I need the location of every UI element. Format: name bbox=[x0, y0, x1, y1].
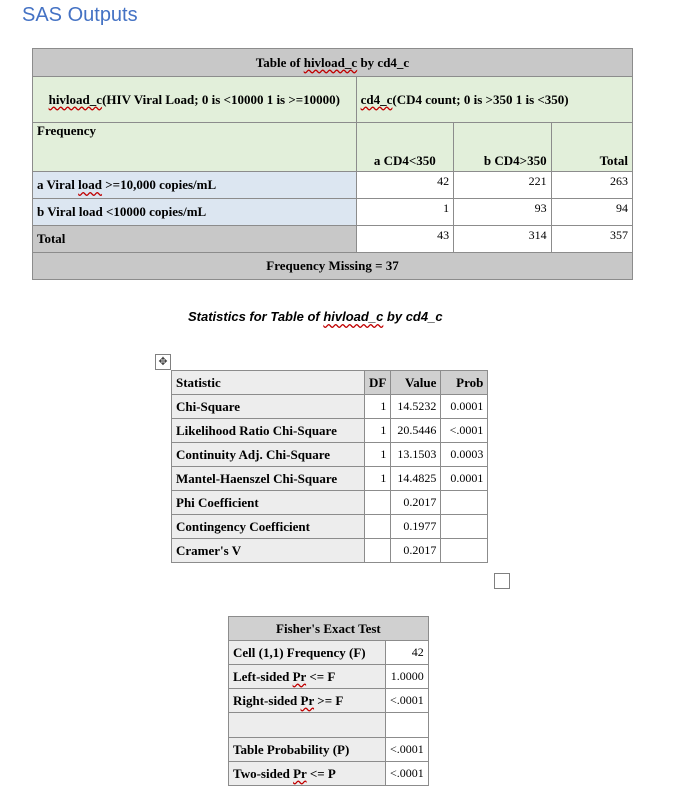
table-row bbox=[33, 199, 633, 226]
fisher-label: Cell (1,1) Frequency (F) bbox=[229, 641, 386, 665]
df-cell bbox=[365, 491, 391, 515]
statistic-name: Chi-Square bbox=[172, 395, 365, 419]
statistic-name: Phi Coefficient bbox=[172, 491, 365, 515]
value-cell: 14.4825 bbox=[391, 467, 441, 491]
crosstab-title: Table of hivload_c by cd4_c bbox=[33, 49, 633, 77]
page-title: SAS Outputs bbox=[22, 4, 138, 26]
prob-cell: 0.0001 bbox=[441, 467, 488, 491]
statistics-table bbox=[171, 370, 488, 563]
table-row bbox=[229, 738, 429, 762]
table-header-row bbox=[229, 617, 429, 641]
statistic-name: Mantel-Haenszel Chi-Square bbox=[172, 467, 365, 491]
table-cell: 221 bbox=[454, 172, 551, 199]
prob-cell bbox=[441, 515, 488, 539]
table-row bbox=[33, 172, 633, 199]
blank-cell bbox=[386, 713, 429, 738]
statistics-caption: Statistics for Table of hivload_c by cd4_c bbox=[188, 309, 443, 324]
table-cell: 314 bbox=[454, 226, 551, 253]
column-header: a CD4<350 bbox=[356, 123, 453, 172]
row-header: b Viral load <10000 copies/mL bbox=[33, 199, 357, 226]
column-header: Prob bbox=[441, 371, 488, 395]
df-cell: 1 bbox=[365, 443, 391, 467]
table-cell: 43 bbox=[356, 226, 453, 253]
table-row bbox=[229, 665, 429, 689]
table-row bbox=[172, 515, 488, 539]
value-cell: 13.1503 bbox=[391, 443, 441, 467]
crosstab-footer-row bbox=[33, 253, 633, 280]
row-header: a Viral load >=10,000 copies/mL bbox=[33, 172, 357, 199]
frequency-missing: Frequency Missing = 37 bbox=[33, 253, 633, 280]
table-row bbox=[229, 689, 429, 713]
fisher-title: Fisher's Exact Test bbox=[229, 617, 429, 641]
table-header-row bbox=[172, 371, 488, 395]
move-icon[interactable]: ✥ bbox=[155, 354, 171, 370]
fisher-value: 1.0000 bbox=[386, 665, 429, 689]
table-row bbox=[172, 443, 488, 467]
value-cell: 14.5232 bbox=[391, 395, 441, 419]
column-header: b CD4>350 bbox=[454, 123, 551, 172]
blank-cell bbox=[229, 713, 386, 738]
fisher-value: <.0001 bbox=[386, 689, 429, 713]
df-cell: 1 bbox=[365, 419, 391, 443]
total-row bbox=[33, 226, 633, 253]
table-row bbox=[229, 762, 429, 786]
table-cell: 42 bbox=[356, 172, 453, 199]
statistic-name: Contingency Coefficient bbox=[172, 515, 365, 539]
statistic-name: Continuity Adj. Chi-Square bbox=[172, 443, 365, 467]
value-cell: 20.5446 bbox=[391, 419, 441, 443]
statistic-name: Cramer's V bbox=[172, 539, 365, 563]
statistic-name: Likelihood Ratio Chi-Square bbox=[172, 419, 365, 443]
prob-cell bbox=[441, 491, 488, 515]
crosstab-title-row bbox=[33, 49, 633, 77]
fisher-value: <.0001 bbox=[386, 738, 429, 762]
fisher-exact-test-table bbox=[228, 616, 429, 786]
row-variable-header: hivload_c(HIV Viral Load; 0 is <10000 1 is >=10000) bbox=[33, 77, 357, 123]
table-cell: 94 bbox=[551, 199, 632, 226]
column-header: Statistic bbox=[172, 371, 365, 395]
column-variable-header: cd4_c(CD4 count; 0 is >350 1 is <350) bbox=[356, 77, 632, 123]
table-row bbox=[229, 713, 429, 738]
prob-cell bbox=[441, 539, 488, 563]
crosstab-var-row bbox=[33, 77, 633, 123]
resize-handle-icon[interactable] bbox=[494, 573, 510, 589]
table-row bbox=[172, 419, 488, 443]
df-cell bbox=[365, 515, 391, 539]
table-cell: 1 bbox=[356, 199, 453, 226]
value-cell: 0.1977 bbox=[391, 515, 441, 539]
table-row bbox=[172, 395, 488, 419]
table-row bbox=[172, 539, 488, 563]
table-cell: 93 bbox=[454, 199, 551, 226]
table-row bbox=[172, 491, 488, 515]
table-row bbox=[229, 641, 429, 665]
fisher-label: Table Probability (P) bbox=[229, 738, 386, 762]
prob-cell: 0.0001 bbox=[441, 395, 488, 419]
fisher-value: <.0001 bbox=[386, 762, 429, 786]
value-cell: 0.2017 bbox=[391, 491, 441, 515]
table-cell: 263 bbox=[551, 172, 632, 199]
column-header: DF bbox=[365, 371, 391, 395]
fisher-label: Two-sided Pr <= P bbox=[229, 762, 386, 786]
fisher-label: Left-sided Pr <= F bbox=[229, 665, 386, 689]
crosstab-table bbox=[32, 48, 633, 280]
prob-cell: 0.0003 bbox=[441, 443, 488, 467]
fisher-value: 42 bbox=[386, 641, 429, 665]
column-header: Value bbox=[391, 371, 441, 395]
fisher-label: Right-sided Pr >= F bbox=[229, 689, 386, 713]
table-row bbox=[172, 467, 488, 491]
df-cell: 1 bbox=[365, 395, 391, 419]
df-cell bbox=[365, 539, 391, 563]
frequency-label: Frequency bbox=[33, 123, 357, 172]
title-col-var: cd4_c bbox=[377, 54, 410, 70]
table-cell: 357 bbox=[551, 226, 632, 253]
crosstab-column-header-row bbox=[33, 123, 633, 172]
value-cell: 0.2017 bbox=[391, 539, 441, 563]
prob-cell: <.0001 bbox=[441, 419, 488, 443]
column-header: Total bbox=[551, 123, 632, 172]
total-label: Total bbox=[33, 226, 357, 253]
title-row-var: hivload_c bbox=[303, 54, 358, 70]
df-cell: 1 bbox=[365, 467, 391, 491]
